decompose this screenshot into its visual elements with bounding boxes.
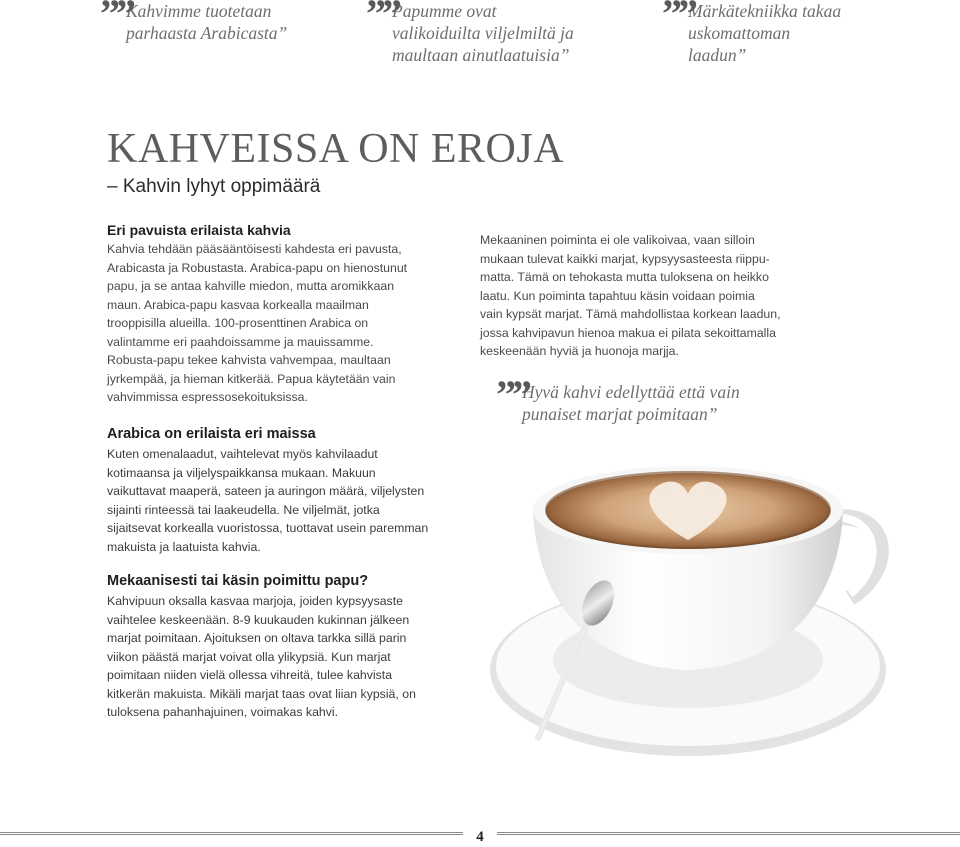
body-line: sijainti rinteessä tai laakeudella. Ne viljelmät, jotka — [107, 502, 380, 517]
quote-line: Kahvimme tuotetaan — [126, 1, 272, 21]
quote-line: laadun” — [688, 45, 747, 65]
quote-text — [522, 381, 796, 425]
body-line: vaikuttavat maaperä, sateen ja auringon määrä, viljelysten — [107, 484, 425, 498]
section-mekaaninen — [480, 231, 781, 361]
page-subtitle: – Kahvin lyhyt oppimäärä — [107, 176, 321, 197]
section-body — [107, 240, 407, 407]
quote-mid — [496, 372, 796, 425]
body-line: makuista ja laatuista kahvia. — [107, 539, 261, 554]
body-line: maun. Arabica-papu kasvaa korkealla maailman — [107, 297, 369, 312]
quote-line: uskomattoman — [688, 23, 791, 43]
body-line: marjat poimitaan. Ajoituksen on oltava tarkka sillä parin — [107, 631, 407, 645]
quote-top-3 — [662, 0, 902, 66]
body-line: vaihtelee keskeenään. 8-9 kuukauden kukinnan jälkeen — [107, 612, 410, 627]
coffee-cup-image — [478, 448, 918, 768]
quote-line: parhaasta Arabicasta” — [126, 23, 288, 43]
body-line: vain kypsät marjat. Tämä mahdollistaa korkean laadun, — [480, 307, 781, 321]
quote-text — [688, 0, 902, 66]
body-line: laatu. Kun poiminta tapahtuu käsin voidaan poimia — [480, 288, 755, 303]
section-body — [480, 231, 781, 361]
quote-line: Hyvä kahvi edellyttää että vain — [522, 382, 740, 402]
body-line: viikon päästä marjat voivat olla ylikypsiä. Kun marjat — [107, 649, 391, 664]
quote-mark-icon: ”” — [366, 0, 398, 36]
quote-text — [392, 0, 626, 66]
body-line: Mekaaninen poiminta ei ole valikoivaa, vaan silloin — [480, 233, 755, 247]
section-heading: Mekaanisesti tai käsin poimittu papu? — [107, 573, 369, 589]
body-line: sijaitsevat korkealla vuoristossa, tuottavat usein paremman — [107, 521, 429, 535]
body-line: papu, ja se antaa kahville miedon, mutta aromikkaan — [107, 279, 395, 293]
body-line: kotimaansa ja viljelyspaikkansa mukaan. Makuun — [107, 465, 376, 480]
body-line: Kuten omenalaadut, vaihtelevat myös kahvilaadut — [107, 447, 378, 461]
section-heading: Eri pavuista erilaista kahvia — [107, 222, 291, 238]
body-line: Robusta-papu tekee kahvista vahvempaa, maultaan — [107, 353, 391, 367]
section-pavut — [107, 221, 407, 407]
quote-line: punaiset marjat poimitaan” — [522, 404, 718, 424]
section-body — [107, 592, 416, 722]
body-line: tuloksena pahanhajuinen, voimakas kahvi. — [107, 705, 339, 719]
body-line: Kahvia tehdään pääsääntöisesti kahdesta eri pavusta, — [107, 242, 402, 256]
quote-mark-icon: ”” — [662, 0, 694, 36]
body-line: jossa kahvipavun hienoa makua ei pilata sekoittamalla — [480, 325, 776, 340]
body-line: vahvimmissa espressosekoituksissa. — [107, 390, 308, 404]
section-arabica — [107, 424, 428, 556]
page-footer — [0, 824, 960, 847]
quote-top-1 — [100, 0, 330, 44]
body-line: jyrkempää, ja hieman kitkerää. Papua käytetään vain — [107, 371, 396, 386]
body-line: kitkerän makuista. Mikäli marjat taas ovat liian kypsiä, on — [107, 686, 416, 701]
body-line: Kahvipuun oksalla kasvaa marjoja, joiden kypsyysaste — [107, 594, 403, 608]
body-line: matta. Tämä on tehokasta mutta tuloksena on heikko — [480, 270, 769, 284]
quote-line: Märkätekniikka takaa — [688, 1, 842, 21]
page-number: 4 — [463, 827, 497, 847]
body-line: trooppisilla alueilla. 100-prosenttinen Arabica on — [107, 316, 369, 330]
body-line: valintamme eri paahdoissamme ja mauissamme. — [107, 334, 374, 349]
section-poiminta — [107, 571, 416, 722]
quote-mark-icon: ”” — [496, 372, 528, 417]
body-line: keskeenään hyviä ja huonoja marjja. — [480, 344, 679, 358]
quote-line: valikoiduilta viljelmiltä ja — [392, 23, 574, 43]
quote-top-2 — [366, 0, 626, 66]
body-line: Arabicasta ja Robustasta. Arabica-papu on hienostunut — [107, 260, 408, 275]
quote-mark-icon: ”” — [100, 0, 132, 36]
quote-text — [126, 0, 330, 44]
body-line: poimitaan niiden vielä ollessa vihreitä, tulee kahvista — [107, 668, 393, 682]
quote-line: maultaan ainutlaatuisia” — [392, 45, 570, 65]
section-heading: Arabica on erilaista eri maissa — [107, 426, 316, 442]
section-body — [107, 445, 428, 556]
quote-line: Papumme ovat — [392, 1, 497, 21]
body-line: mukaan tulevat kaikki marjat, kypsyysasteesta riippu- — [480, 251, 770, 266]
page-title: KAHVEISSA ON EROJA — [107, 126, 565, 172]
